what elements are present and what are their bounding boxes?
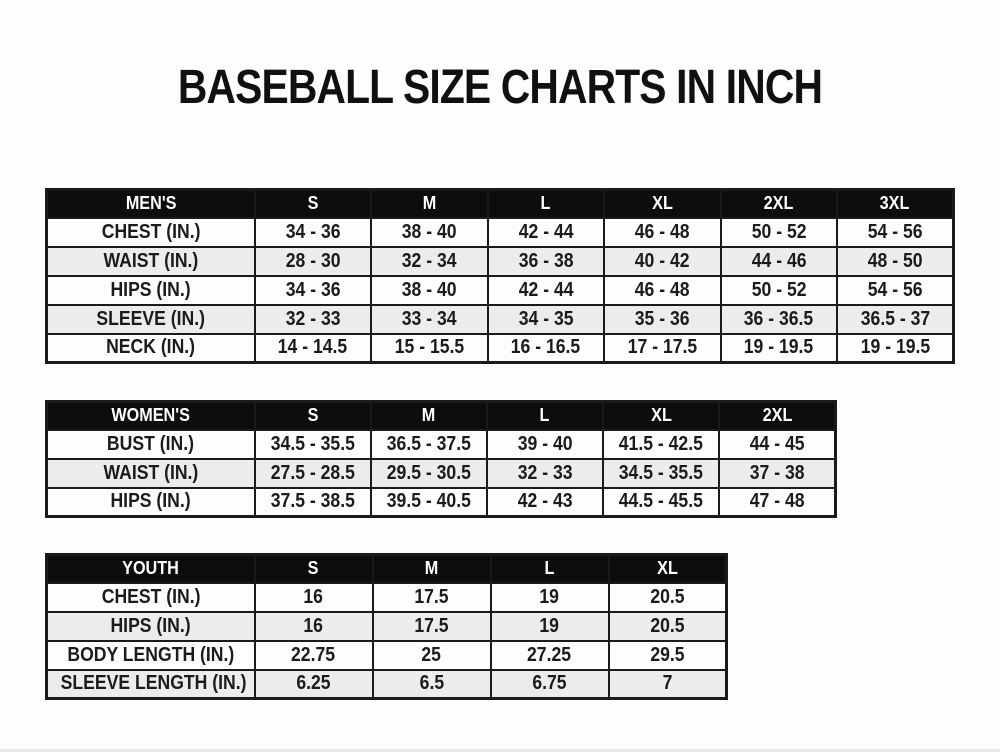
cell-text: WAIST (IN.) xyxy=(103,461,199,484)
table-row xyxy=(47,305,954,334)
size-value xyxy=(609,583,727,612)
row-label xyxy=(47,488,255,517)
size-value xyxy=(604,334,721,363)
cell-text: 20.5 xyxy=(650,585,685,608)
cell-text: M xyxy=(424,558,439,579)
size-value xyxy=(255,670,373,699)
size-value xyxy=(371,488,487,517)
size-column-header xyxy=(603,402,719,430)
size-value xyxy=(371,305,488,334)
size-value xyxy=(488,334,605,363)
cell-text: 16 - 16.5 xyxy=(511,336,581,359)
cell-text: 15 - 15.5 xyxy=(394,336,464,359)
cell-text: WAIST (IN.) xyxy=(103,249,199,272)
cell-text: 47 - 48 xyxy=(749,490,805,513)
cell-text: 42 - 44 xyxy=(518,220,574,243)
cell-text: BUST (IN.) xyxy=(107,432,195,455)
header-row xyxy=(47,402,836,430)
size-value xyxy=(373,612,491,641)
cell-text: 2XL xyxy=(763,193,794,214)
size-value xyxy=(719,459,835,488)
size-value xyxy=(604,305,721,334)
size-value xyxy=(255,459,371,488)
cell-text: 19 - 19.5 xyxy=(744,336,814,359)
table-row xyxy=(47,670,727,699)
size-value xyxy=(371,218,488,247)
size-value xyxy=(255,276,372,305)
size-value xyxy=(719,488,835,517)
size-value xyxy=(491,612,609,641)
cell-text: 28 - 30 xyxy=(285,249,341,272)
size-value xyxy=(371,459,487,488)
size-column-header xyxy=(721,190,838,218)
size-value xyxy=(255,305,372,334)
cell-text: 44.5 - 45.5 xyxy=(619,490,704,513)
cell-text: 6.25 xyxy=(296,672,331,695)
size-column-header xyxy=(255,402,371,430)
cell-text: 17.5 xyxy=(414,585,449,608)
womens-group-header xyxy=(47,402,255,430)
size-value xyxy=(837,247,954,276)
size-value xyxy=(721,218,838,247)
cell-text: 2XL xyxy=(762,405,792,426)
cell-text: HIPS (IN.) xyxy=(110,278,191,301)
cell-text: 7 xyxy=(662,672,673,695)
cell-text: 34.5 - 35.5 xyxy=(270,432,355,455)
cell-text: 3XL xyxy=(880,193,910,214)
cell-text: 36 - 36.5 xyxy=(744,307,814,330)
womens-size-table-section xyxy=(45,400,837,518)
row-label xyxy=(47,430,255,459)
cell-text: 17 - 17.5 xyxy=(627,336,697,359)
cell-text: 37 - 38 xyxy=(749,461,805,484)
size-value xyxy=(488,305,605,334)
cell-text: 39.5 - 40.5 xyxy=(386,490,471,513)
cell-text: 29.5 xyxy=(650,643,685,666)
youth-size-table-section xyxy=(45,553,728,700)
cell-text: 6.75 xyxy=(532,672,567,695)
row-label xyxy=(47,247,255,276)
cell-text: 40 - 42 xyxy=(634,249,690,272)
size-column-header xyxy=(487,402,603,430)
cell-text: 38 - 40 xyxy=(401,278,457,301)
row-label xyxy=(47,276,255,305)
size-value xyxy=(721,247,838,276)
size-value xyxy=(371,430,487,459)
size-value xyxy=(371,276,488,305)
cell-text: MEN'S xyxy=(125,193,177,214)
cell-text: 38 - 40 xyxy=(401,220,457,243)
size-value xyxy=(603,430,719,459)
size-value xyxy=(255,218,372,247)
size-value xyxy=(491,641,609,670)
size-value xyxy=(609,612,727,641)
header-row xyxy=(47,190,954,218)
table-row xyxy=(47,612,727,641)
size-value xyxy=(837,305,954,334)
cell-text: 14 - 14.5 xyxy=(278,336,348,359)
cell-text: XL xyxy=(651,193,673,214)
size-value xyxy=(371,247,488,276)
cell-text: 35 - 36 xyxy=(634,307,690,330)
cell-text: 25 xyxy=(421,643,442,666)
cell-text: 19 - 19.5 xyxy=(860,336,930,359)
cell-text: CHEST (IN.) xyxy=(101,585,201,608)
row-label xyxy=(47,612,255,641)
cell-text: 34.5 - 35.5 xyxy=(619,461,704,484)
size-value xyxy=(603,488,719,517)
size-value xyxy=(491,670,609,699)
cell-text: HIPS (IN.) xyxy=(110,490,191,513)
size-column-header xyxy=(837,190,954,218)
cell-text: HIPS (IN.) xyxy=(110,614,191,637)
cell-text: 6.5 xyxy=(419,672,444,695)
cell-text: 44 - 46 xyxy=(751,249,807,272)
cell-text: BODY LENGTH (IN.) xyxy=(67,643,235,666)
youth-group-header xyxy=(47,555,255,583)
cell-text: 17.5 xyxy=(414,614,449,637)
size-value xyxy=(487,488,603,517)
cell-text: 54 - 56 xyxy=(867,220,923,243)
header-row xyxy=(47,555,727,583)
cell-text: L xyxy=(540,193,551,214)
cell-text: 37.5 - 38.5 xyxy=(270,490,355,513)
cell-text: 27.5 - 28.5 xyxy=(270,461,355,484)
size-value xyxy=(604,247,721,276)
table-row xyxy=(47,488,836,517)
table-row xyxy=(47,247,954,276)
size-column-header xyxy=(255,555,373,583)
cell-text: S xyxy=(307,193,319,214)
cell-text: 19 xyxy=(539,614,560,637)
cell-text: 16 xyxy=(303,585,324,608)
mens-size-table-section xyxy=(45,188,955,364)
row-label xyxy=(47,670,255,699)
row-label xyxy=(47,305,255,334)
size-value xyxy=(837,334,954,363)
size-column-header xyxy=(373,555,491,583)
size-value xyxy=(603,459,719,488)
cell-text: S xyxy=(307,405,318,426)
cell-text: 16 xyxy=(303,614,324,637)
size-value xyxy=(371,334,488,363)
size-value xyxy=(488,276,605,305)
cell-text: 29.5 - 30.5 xyxy=(386,461,471,484)
table-row xyxy=(47,641,727,670)
size-value xyxy=(837,218,954,247)
womens-size-table xyxy=(45,400,837,518)
cell-text: 39 - 40 xyxy=(517,432,573,455)
cell-text: 32 - 33 xyxy=(517,461,573,484)
cell-text: WOMEN'S xyxy=(111,405,191,426)
cell-text: 50 - 52 xyxy=(751,220,807,243)
size-value xyxy=(255,430,371,459)
size-value xyxy=(604,218,721,247)
size-value xyxy=(487,430,603,459)
size-value xyxy=(255,583,373,612)
size-value xyxy=(721,305,838,334)
cell-text: 20.5 xyxy=(650,614,685,637)
size-value xyxy=(255,247,372,276)
size-column-header xyxy=(719,402,835,430)
table-row xyxy=(47,276,954,305)
cell-text: 32 - 33 xyxy=(285,307,341,330)
cell-text: 42 - 43 xyxy=(517,490,573,513)
row-label xyxy=(47,218,255,247)
size-value xyxy=(373,641,491,670)
size-value xyxy=(491,583,609,612)
cell-text: 36.5 - 37 xyxy=(860,307,930,330)
page-title: BASEBALL SIZE CHARTS IN INCH xyxy=(177,61,823,114)
size-value xyxy=(373,583,491,612)
row-label xyxy=(47,641,255,670)
size-value xyxy=(721,334,838,363)
size-value xyxy=(373,670,491,699)
cell-text: YOUTH xyxy=(122,558,180,579)
size-column-header xyxy=(371,402,487,430)
cell-text: XL xyxy=(656,558,678,579)
size-value xyxy=(255,334,372,363)
size-value xyxy=(719,430,835,459)
table-row xyxy=(47,334,954,363)
size-value xyxy=(609,641,727,670)
size-value xyxy=(255,612,373,641)
cell-text: 34 - 36 xyxy=(285,278,341,301)
cell-text: 44 - 45 xyxy=(749,432,805,455)
size-column-header xyxy=(255,190,372,218)
cell-text: 22.75 xyxy=(291,643,336,666)
cell-text: 36 - 38 xyxy=(518,249,574,272)
row-label xyxy=(47,459,255,488)
cell-text: 46 - 48 xyxy=(634,278,690,301)
table-row xyxy=(47,218,954,247)
size-value xyxy=(255,641,373,670)
size-column-header xyxy=(371,190,488,218)
cell-text: 34 - 36 xyxy=(285,220,341,243)
cell-text: M xyxy=(422,193,436,214)
cell-text: 54 - 56 xyxy=(867,278,923,301)
cell-text: SLEEVE (IN.) xyxy=(96,307,206,330)
cell-text: L xyxy=(544,558,555,579)
table-row xyxy=(47,430,836,459)
cell-text: NECK (IN.) xyxy=(106,336,196,359)
table-row xyxy=(47,583,727,612)
cell-text: 27.25 xyxy=(527,643,572,666)
size-value xyxy=(487,459,603,488)
cell-text: L xyxy=(540,405,550,426)
cell-text: 33 - 34 xyxy=(401,307,457,330)
cell-text: 36.5 - 37.5 xyxy=(386,432,471,455)
cell-text: 48 - 50 xyxy=(867,249,923,272)
cell-text: 50 - 52 xyxy=(751,278,807,301)
cell-text: 41.5 - 42.5 xyxy=(619,432,704,455)
cell-text: CHEST (IN.) xyxy=(101,220,201,243)
size-value xyxy=(488,247,605,276)
mens-size-table xyxy=(45,188,955,364)
youth-size-table xyxy=(45,553,728,700)
cell-text: 42 - 44 xyxy=(518,278,574,301)
size-column-header xyxy=(609,555,727,583)
size-value xyxy=(609,670,727,699)
mens-group-header xyxy=(47,190,255,218)
size-column-header xyxy=(491,555,609,583)
size-value xyxy=(488,218,605,247)
cell-text: M xyxy=(422,405,436,426)
size-value xyxy=(604,276,721,305)
row-label xyxy=(47,583,255,612)
size-column-header xyxy=(488,190,605,218)
row-label xyxy=(47,334,255,363)
cell-text: SLEEVE LENGTH (IN.) xyxy=(60,672,247,695)
cell-text: 19 xyxy=(539,585,560,608)
cell-text: 34 - 35 xyxy=(518,307,574,330)
size-column-header xyxy=(604,190,721,218)
table-row xyxy=(47,459,836,488)
cell-text: 46 - 48 xyxy=(634,220,690,243)
size-value xyxy=(721,276,838,305)
cell-text: XL xyxy=(650,405,672,426)
size-value xyxy=(837,276,954,305)
cell-text: 32 - 34 xyxy=(401,249,457,272)
cell-text: S xyxy=(308,558,319,579)
size-value xyxy=(255,488,371,517)
